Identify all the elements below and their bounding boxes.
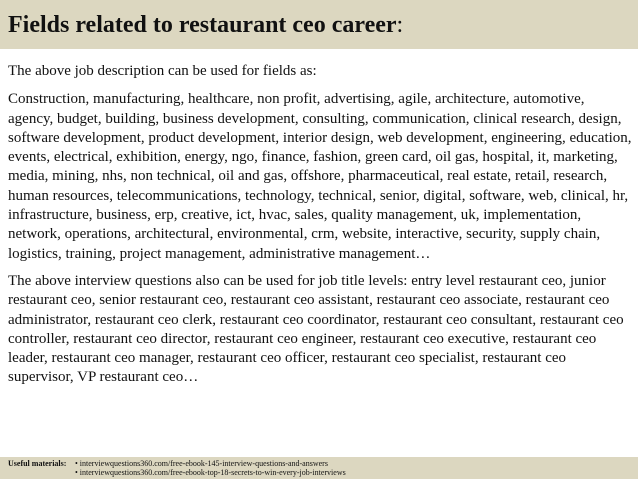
footer-indent: [8, 468, 75, 477]
footer-link-1[interactable]: • interviewquestions360.com/free-ebook-145-interview-questions-and-answers: [75, 459, 328, 468]
footer-bar: [0, 457, 638, 479]
intro-text: The above job description can be used for fields as:: [8, 63, 317, 79]
footer-link-2[interactable]: • interviewquestions360.com/free-ebook-top-18-secrets-to-win-every-job-interviews: [75, 468, 346, 477]
title-bar: [0, 0, 638, 49]
job-levels-paragraph: The above interview questions also can be used for job title levels: entry level restaurant ceo, junior restaurant ceo, senior restaurant ceo, restaurant ceo assistant, restaurant ceo associate, restaurant ceo administrator, restaurant ceo clerk, restaurant ceo coordinator, restaurant ceo consultant, restaurant ceo controller, restaurant ceo director, restaurant ceo engineer, restaurant ceo executive, restaurant ceo leader, restaurant ceo manager, restaurant ceo officer, restaurant ceo specialist, restaurant ceo supervisor, VP restaurant ceo…: [8, 272, 624, 386]
footer-row-1: [8, 459, 638, 468]
slide-body: [8, 62, 632, 396]
footer-row-2: [8, 468, 638, 477]
slide-title: [8, 11, 638, 39]
fields-paragraph: Construction, manufacturing, healthcare, non profit, advertising, agile, architecture, automotive, agency, budget, building, business development, consulting, communication, clinical research, design, software development, product development, interior design, web development, engineering, education, events, electrical, exhibition, energy, ngo, finance, fashion, green card, oil gas, hospital, it, marketing, media, mining, nhs, non technical, oil and gas, offshore, pharmaceutical, real estate, retail, research, human resources, telecommunications, technology, technical, senior, digital, software, web, clinical, hr, infrastructure, business, erp, creative, ict, hvac, sales, quality management, uk, implementation, network, operations, architectural, environmental, crm, website, interactive, security, supply chain, logistics, training, project management, administrative management…: [8, 91, 632, 262]
slide-title-colon: :: [396, 12, 404, 38]
slide-title-text: Fields related to restaurant ceo career: [8, 12, 397, 38]
footer-label: Useful materials:: [8, 459, 67, 468]
